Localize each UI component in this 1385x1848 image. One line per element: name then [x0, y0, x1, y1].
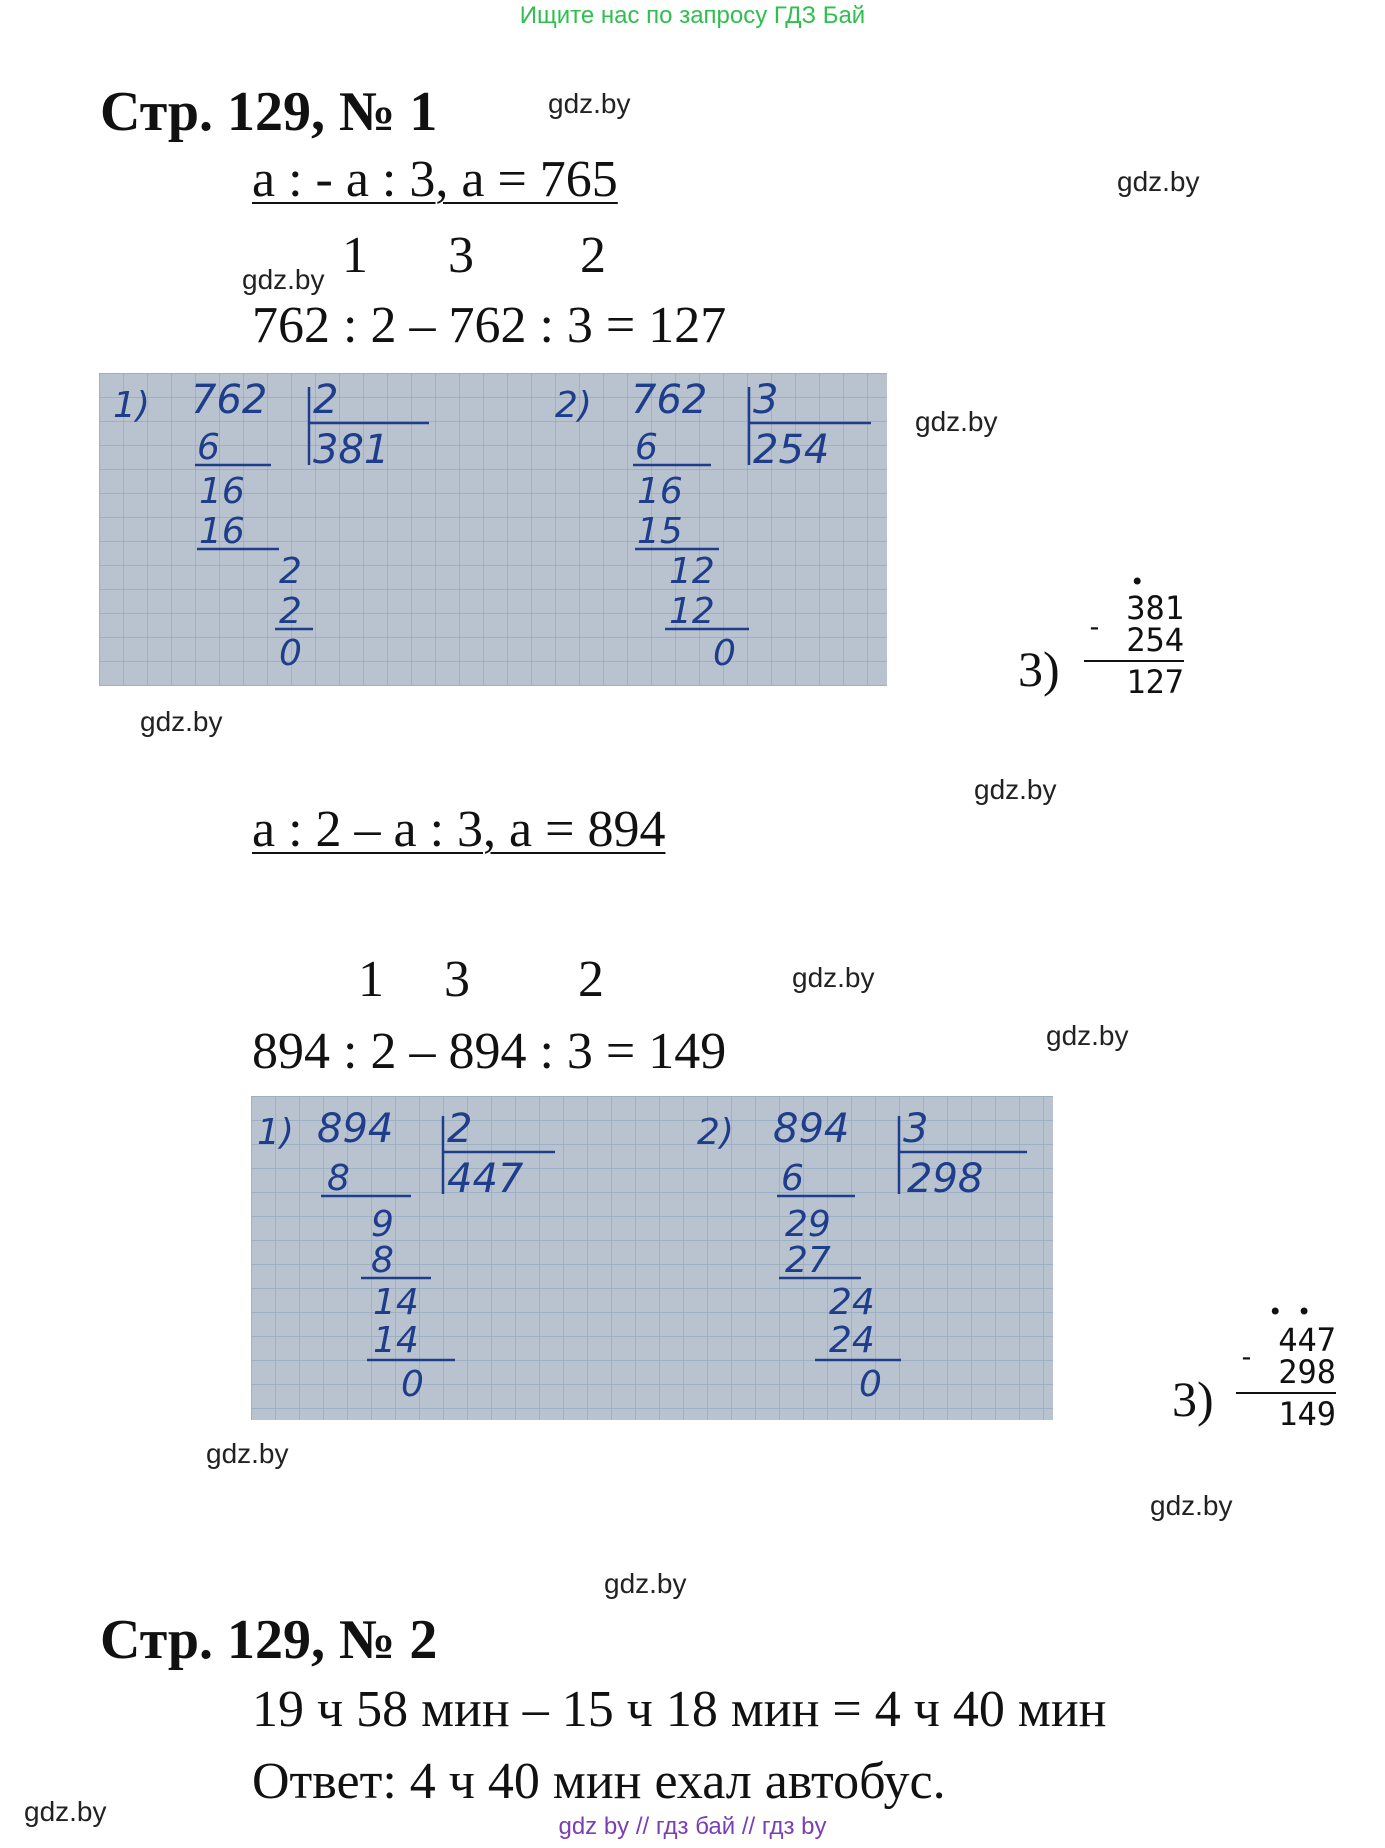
step: 14 — [373, 1320, 419, 1361]
step: 6 — [197, 427, 220, 468]
watermark: gdz.by — [915, 406, 998, 437]
answer: Ответ: 4 ч 40 мин ехал автобус. — [252, 1753, 946, 1810]
step: 0 — [401, 1364, 424, 1405]
grid-paper — [251, 1096, 1053, 1420]
result-line — [1236, 1392, 1336, 1394]
time-calculation: 19 ч 58 мин – 15 ч 18 мин = 4 ч 40 мин — [252, 1681, 1107, 1738]
minus-sign: - — [1086, 610, 1103, 643]
grid-paper — [99, 373, 887, 686]
divisor: 2 — [447, 1106, 473, 1152]
step: 29 — [785, 1204, 831, 1245]
top-banner[interactable]: Ищите нас по запросу ГДЗ Бай — [519, 2, 866, 29]
step: 2 — [279, 551, 302, 592]
step: 24 — [829, 1282, 875, 1323]
subtrahend: 254 — [1126, 621, 1184, 659]
division-label: 1) — [257, 1112, 294, 1153]
minuend: 447 — [1278, 1321, 1336, 1359]
watermark: gdz.by — [1046, 1020, 1129, 1051]
division-label: 2) — [697, 1112, 734, 1153]
division-label: 1) — [113, 385, 150, 426]
result-line — [1084, 660, 1184, 662]
step: 12 — [669, 591, 715, 632]
divisor: 2 — [313, 377, 339, 423]
step: 0 — [713, 633, 736, 674]
quotient: 447 — [447, 1156, 524, 1202]
step: 27 — [785, 1240, 831, 1281]
step: 0 — [279, 633, 302, 674]
handwritten-division-photo-1 — [99, 373, 887, 686]
step: 14 — [373, 1282, 419, 1323]
step: 6 — [635, 427, 658, 468]
watermark: gdz.by — [24, 1796, 107, 1827]
dividend: 762 — [191, 377, 268, 423]
watermark: gdz.by — [206, 1438, 289, 1469]
step: 16 — [199, 471, 245, 512]
step: 6 — [781, 1158, 804, 1199]
step: 2 — [279, 591, 302, 632]
quotient: 381 — [313, 427, 390, 473]
watermark: gdz.by — [242, 264, 325, 295]
step-label: 3) — [1018, 641, 1060, 697]
watermark: gdz.by — [792, 962, 875, 993]
divisor: 3 — [753, 377, 779, 423]
quotient: 254 — [753, 427, 830, 473]
order-number: 3 — [448, 227, 474, 284]
step: 16 — [199, 511, 245, 552]
division-label: 2) — [555, 385, 592, 426]
quotient: 298 — [907, 1156, 984, 1202]
order-number: 1 — [358, 951, 384, 1008]
calculation-1: 762 : 2 – 762 : 3 = 127 — [252, 297, 727, 354]
result: 127 — [1126, 663, 1184, 701]
watermark: gdz.by — [1150, 1490, 1233, 1521]
watermark: gdz.by — [548, 88, 631, 119]
step: 9 — [371, 1204, 394, 1245]
dividend: 762 — [631, 377, 708, 423]
divisor: 3 — [903, 1106, 929, 1152]
step: 15 — [637, 511, 683, 552]
section1-heading: Стр. 129, № 1 — [100, 81, 438, 143]
step-label: 3) — [1172, 1371, 1214, 1427]
watermark: gdz.by — [140, 706, 223, 737]
bottom-banner[interactable]: gdz by // гдз бай // гдз by — [558, 1813, 827, 1840]
minuend: 381 — [1126, 589, 1184, 627]
watermark: gdz.by — [604, 1568, 687, 1599]
column-subtraction — [1084, 589, 1184, 701]
expression-2: а : 2 – а : 3, а = 894 — [252, 801, 666, 858]
dividend: 894 — [773, 1106, 850, 1152]
watermark: gdz.by — [974, 774, 1057, 805]
step: 16 — [637, 471, 683, 512]
handwritten-division-photo-2 — [251, 1096, 1053, 1420]
minus-sign: - — [1238, 1340, 1255, 1373]
order-number: 2 — [580, 227, 606, 284]
watermark: gdz.by — [1117, 166, 1200, 197]
order-number: 2 — [578, 951, 604, 1008]
order-number: 3 — [444, 951, 470, 1008]
step: 8 — [371, 1240, 394, 1281]
step: 8 — [327, 1158, 350, 1199]
borrow-dots: • • — [1268, 1298, 1312, 1326]
subtrahend: 298 — [1278, 1353, 1336, 1391]
step: 12 — [669, 551, 715, 592]
expression-1: а : - а : 3, а = 765 — [252, 151, 618, 208]
step: 24 — [829, 1320, 875, 1361]
result: 149 — [1278, 1395, 1336, 1433]
borrow-dots: • — [1130, 568, 1145, 596]
step: 0 — [859, 1364, 882, 1405]
order-number: 1 — [342, 227, 368, 284]
dividend: 894 — [317, 1106, 394, 1152]
calculation-2: 894 : 2 – 894 : 3 = 149 — [252, 1023, 727, 1080]
section2-heading: Стр. 129, № 2 — [100, 1609, 438, 1671]
